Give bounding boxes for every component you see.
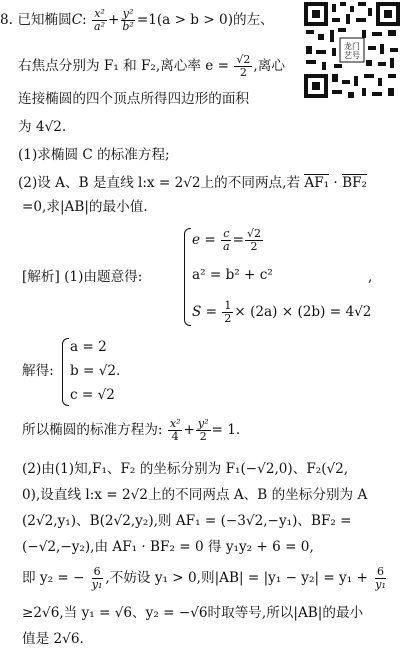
solve-label: 解得: [22,363,54,379]
part2-line-1: (2)由(1)知,F₁、F₂ 的坐标分别为 F₁(−√2,0)、F₂(√2, [22,461,349,477]
problem-line-3: 连接椭圆的四个顶点所得四边形的面积 [18,91,250,107]
vector-af1: AF₁ [304,175,330,191]
system2-row-2: b = √2. [70,363,121,379]
system-row-2: a² = b² + c² [192,267,273,283]
part2-line-3: (2√2,y₁)、B(2√2,y₂),则 AF₁ = (−3√2,−y₁)、BF₂ = [22,513,352,529]
fraction: $\frac{√2}{2}$ [236,53,251,79]
system2-row-3: c = √2 [70,387,115,403]
problem-line-2: 右焦点分别为 F₁ 和 F₂,离心率 e = $\frac{√2}{2}$ ,离心 [18,53,285,79]
fraction: $\frac{\text{y²}}{\text{b²}}$ [122,7,134,33]
part2-line-7: 值是 2√6. [22,631,84,647]
svg-text:艺号: 艺号 [344,51,360,60]
question-2-cont: =0,求|AB|的最小值. [22,199,148,215]
system2-row-1: a = 2 [70,339,107,355]
system-brace-2 [62,338,69,406]
part2-line-4: (−√2,−y₂),由 AF₁ · BF₂ = 0 得 y₁y₂ + 6 = 0, [22,539,314,555]
system-brace [184,228,191,326]
system-row-3: S = $\frac{1}{2}$ × (2a) × (2b) = 4√2 [192,299,372,325]
system-comma: , [368,269,373,285]
part2-line-2: 0),设直线 l:x = 2√2上的不同两点 A、B 的坐标分别为 A [22,487,368,503]
system-row-1: e = $\frac{c}{a}$ = $\frac{√2}{2}$ [192,227,262,253]
fraction: $\frac{\text{x²}}{\text{a²}}$ [94,7,105,33]
solution-label: [解析] [22,269,60,285]
qr-logo-text: 龙门 [344,42,360,51]
vector-bf2: BF₂ [342,175,367,191]
standard-equation: 所以椭圆的标准方程为: $\frac{\text{x²}}{4}$ + $\frac{\text{y²}}{2}$ = 1. [22,417,241,443]
question-2: (2)设 A、B 是直线 l:x = 2√2上的不同两点,若 AF₁ · BF₂ [18,175,367,191]
problem-line-4: 为 4√2. [18,119,67,135]
part2-line-6: ≥2√6,当 y₁ = √6、y₂ = −√6时取等号,所以|AB|的最小 [22,605,364,621]
problem-number: 8. [0,12,13,28]
solution-intro: [解析] (1)由题意得: [22,269,143,285]
part2-line-5: 即 y₂ = − $\frac{6}{\text{y₁}}$ ,不妨设 y₁ > 0,则|AB| = |y₁ − y₂| = y₁ + $\frac{6}{\text{y₁}}$ [22,565,386,591]
problem-line-1: 8. 已知椭圆C: $\frac{\text{x²}}{\text{a²}}$ + $\frac{\text{y²}}{\text{b²}}$ =1(a > b > 0)的左、 [0,7,274,33]
question-1: (1)求椭圆 C 的标准方程; [18,147,170,163]
qr-code-image [302,0,402,100]
